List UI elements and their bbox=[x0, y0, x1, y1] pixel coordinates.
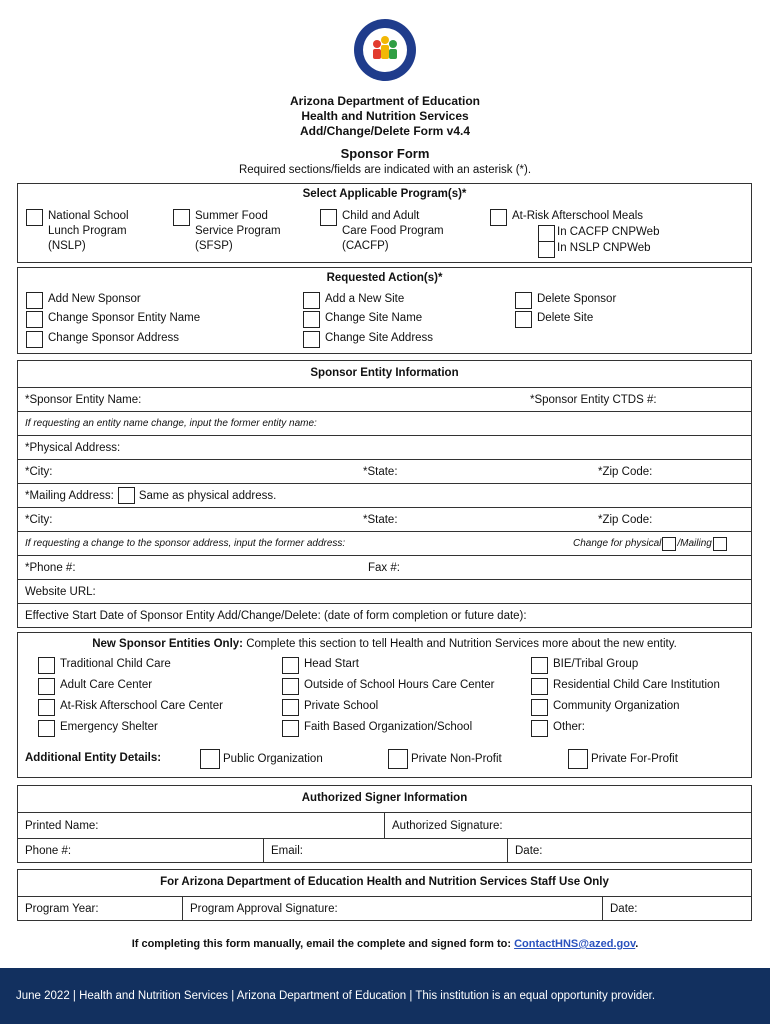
email-instructions bbox=[0, 938, 770, 950]
email-instructions-end: . bbox=[635, 938, 639, 950]
type-private-school[interactable] bbox=[282, 699, 378, 716]
sfsp-label-2: Service Program bbox=[195, 225, 281, 237]
type-faith-based[interactable] bbox=[282, 720, 472, 737]
type-oshcc[interactable] bbox=[282, 678, 494, 695]
sfsp-label-1: Summer Food bbox=[195, 210, 268, 222]
mailing-state-field[interactable]: *State: bbox=[363, 513, 398, 526]
staff-row bbox=[18, 896, 751, 921]
atrisk-label: At-Risk Afterschool Meals bbox=[512, 210, 644, 222]
action-change-entity-name[interactable] bbox=[26, 311, 200, 328]
bie-tribal-label: BIE/Tribal Group bbox=[553, 658, 639, 670]
oshcc-checkbox[interactable] bbox=[282, 678, 299, 695]
atrisk-center-checkbox[interactable] bbox=[38, 699, 55, 716]
type-atrisk-center[interactable] bbox=[38, 699, 223, 716]
type-emergency-shelter[interactable] bbox=[38, 720, 158, 737]
private-nonprofit-label: Private Non-Profit bbox=[411, 753, 502, 765]
change-mailing-checkbox[interactable] bbox=[713, 537, 727, 551]
action-change-sponsor-address[interactable] bbox=[26, 331, 179, 348]
actions-title: Requested Action(s)* bbox=[326, 272, 443, 284]
form-version: Add/Change/Delete Form v4.4 bbox=[299, 124, 471, 138]
approval-signature-field[interactable]: Program Approval Signature: bbox=[190, 903, 338, 915]
physical-address-field[interactable]: *Physical Address: bbox=[25, 441, 121, 454]
signer-date-field[interactable]: Date: bbox=[515, 845, 543, 857]
head-start-label: Head Start bbox=[304, 658, 359, 670]
entity-phone-field[interactable]: *Phone #: bbox=[25, 561, 76, 574]
cacfp-label-3: (CACFP) bbox=[342, 240, 389, 252]
mailing-address-field[interactable] bbox=[18, 484, 276, 507]
delete-site-checkbox[interactable] bbox=[515, 311, 532, 328]
traditional-child-care-checkbox[interactable] bbox=[38, 657, 55, 674]
physical-city-row bbox=[18, 459, 751, 483]
public-org-checkbox[interactable] bbox=[200, 749, 220, 769]
cacfp-label-1: Child and Adult bbox=[342, 210, 420, 222]
change-entity-name-checkbox[interactable] bbox=[26, 311, 43, 328]
faith-based-checkbox[interactable] bbox=[282, 720, 299, 737]
private-nonprofit-checkbox[interactable] bbox=[388, 749, 408, 769]
cacfp-checkbox[interactable] bbox=[320, 209, 337, 226]
add-sponsor-checkbox[interactable] bbox=[26, 292, 43, 309]
head-start-checkbox[interactable] bbox=[282, 657, 299, 674]
other-label: Other: bbox=[553, 721, 585, 733]
programs-title: Select Applicable Program(s)* bbox=[302, 188, 467, 200]
emergency-shelter-label: Emergency Shelter bbox=[60, 721, 158, 733]
in-nslp-checkbox[interactable] bbox=[538, 241, 555, 258]
mailing-city-field[interactable]: *City: bbox=[25, 513, 53, 526]
atrisk-in-cacfp[interactable] bbox=[538, 225, 659, 242]
entity-ctds-field[interactable]: *Sponsor Entity CTDS #: bbox=[530, 393, 657, 406]
staff-title: For Arizona Department of Education Health and Nutrition Services Staff Use Only bbox=[160, 876, 609, 888]
signer-email-field[interactable]: Email: bbox=[271, 845, 303, 857]
program-sfsp[interactable] bbox=[173, 209, 281, 254]
change-site-address-checkbox[interactable] bbox=[303, 331, 320, 348]
program-year-field[interactable]: Program Year: bbox=[25, 903, 99, 915]
add-site-checkbox[interactable] bbox=[303, 292, 320, 309]
private-forprofit-checkbox[interactable] bbox=[568, 749, 588, 769]
division-name: Health and Nutrition Services bbox=[301, 109, 469, 123]
action-change-site-address[interactable] bbox=[303, 331, 433, 348]
required-note: Required sections/fields are indicated with an asterisk (*). bbox=[238, 164, 532, 176]
printed-name-field[interactable]: Printed Name: bbox=[25, 819, 99, 832]
physical-state-field[interactable]: *State: bbox=[363, 465, 398, 478]
entity-name-row bbox=[18, 387, 751, 411]
residential-checkbox[interactable] bbox=[531, 678, 548, 695]
physical-city-field[interactable]: *City: bbox=[25, 465, 53, 478]
oshcc-label: Outside of School Hours Care Center bbox=[304, 679, 495, 691]
change-mailing-label: /Mailing bbox=[677, 538, 712, 549]
delete-sponsor-label: Delete Sponsor bbox=[537, 293, 617, 305]
action-delete-sponsor[interactable] bbox=[515, 292, 616, 309]
footer-bar bbox=[0, 968, 770, 1024]
type-community-org[interactable] bbox=[531, 699, 680, 716]
community-org-checkbox[interactable] bbox=[531, 699, 548, 716]
private-school-checkbox[interactable] bbox=[282, 699, 299, 716]
sfsp-checkbox[interactable] bbox=[173, 209, 190, 226]
change-for-group bbox=[573, 532, 727, 555]
signer-section bbox=[17, 785, 752, 863]
website-field[interactable]: Website URL: bbox=[25, 585, 96, 598]
mailing-address-row bbox=[18, 483, 751, 507]
detail-private-nonprofit[interactable] bbox=[388, 749, 502, 769]
programs-section bbox=[17, 183, 752, 263]
private-school-label: Private School bbox=[304, 700, 379, 712]
other-checkbox[interactable] bbox=[531, 720, 548, 737]
in-cacfp-checkbox[interactable] bbox=[538, 225, 555, 242]
same-as-physical-checkbox[interactable] bbox=[118, 487, 135, 504]
atrisk-checkbox[interactable] bbox=[490, 209, 507, 226]
community-org-label: Community Organization bbox=[553, 700, 680, 712]
delete-site-label: Delete Site bbox=[537, 312, 594, 324]
change-site-name-checkbox[interactable] bbox=[303, 311, 320, 328]
entity-section bbox=[17, 360, 752, 628]
email-instructions-text: If completing this form manually, email the complete and signed form to: bbox=[131, 938, 515, 950]
in-nslp-label: In NSLP CNPWeb bbox=[557, 242, 651, 254]
actions-section bbox=[17, 267, 752, 354]
residential-label: Residential Child Care Institution bbox=[553, 679, 720, 691]
staff-date-field[interactable]: Date: bbox=[610, 903, 638, 915]
atrisk-center-label: At-Risk Afterschool Care Center bbox=[60, 700, 223, 712]
new-entity-title-rest: Complete this section to tell Health and Nutrition Services more about the new entity. bbox=[243, 638, 677, 650]
physical-zip-field[interactable]: *Zip Code: bbox=[598, 465, 653, 478]
program-atrisk[interactable] bbox=[490, 209, 643, 226]
effective-date-row bbox=[18, 603, 751, 628]
type-adult-care-center[interactable] bbox=[38, 678, 152, 695]
mailing-address-label: *Mailing Address: bbox=[25, 489, 114, 502]
new-entity-section bbox=[17, 632, 752, 778]
program-cacfp[interactable] bbox=[320, 209, 444, 254]
private-forprofit-label: Private For-Profit bbox=[591, 753, 678, 765]
ade-seal-logo bbox=[353, 18, 417, 82]
signer-contact-row bbox=[18, 838, 751, 863]
emergency-shelter-checkbox[interactable] bbox=[38, 720, 55, 737]
type-residential[interactable] bbox=[531, 678, 720, 695]
cacfp-label-2: Care Food Program bbox=[342, 225, 444, 237]
action-delete-site[interactable] bbox=[515, 311, 593, 328]
entity-name-field[interactable]: *Sponsor Entity Name: bbox=[25, 393, 142, 406]
change-for-label: Change for physical bbox=[573, 538, 662, 549]
footer-text: June 2022 | Health and Nutrition Services | Arizona Department of Education | This institution is an equal opportunity provider. bbox=[16, 990, 656, 1002]
same-as-physical-label: Same as physical address. bbox=[138, 489, 277, 502]
adult-care-center-checkbox[interactable] bbox=[38, 678, 55, 695]
detail-public-org[interactable] bbox=[200, 749, 323, 769]
add-site-label: Add a New Site bbox=[325, 293, 405, 305]
entity-title: Sponsor Entity Information bbox=[310, 367, 459, 379]
detail-private-forprofit[interactable] bbox=[568, 749, 678, 769]
public-org-label: Public Organization bbox=[223, 753, 323, 765]
signer-title: Authorized Signer Information bbox=[301, 792, 468, 804]
new-entity-title-bold: New Sponsor Entities Only: bbox=[92, 638, 243, 650]
new-entity-title bbox=[18, 638, 751, 650]
signature-field[interactable]: Authorized Signature: bbox=[392, 819, 503, 832]
action-add-site[interactable] bbox=[303, 292, 404, 309]
change-physical-checkbox[interactable] bbox=[662, 537, 676, 551]
in-cacfp-label: In CACFP CNPWeb bbox=[557, 226, 660, 238]
type-traditional-child-care[interactable] bbox=[38, 657, 171, 674]
signer-phone-field[interactable]: Phone #: bbox=[25, 845, 72, 857]
website-row bbox=[18, 579, 751, 603]
sfsp-label-3: (SFSP) bbox=[195, 240, 233, 252]
type-other[interactable] bbox=[531, 720, 585, 737]
nslp-label-2: Lunch Program bbox=[48, 225, 127, 237]
type-head-start[interactable] bbox=[282, 657, 359, 674]
atrisk-in-nslp[interactable] bbox=[538, 241, 651, 258]
change-sponsor-address-checkbox[interactable] bbox=[26, 331, 43, 348]
faith-based-label: Faith Based Organization/School bbox=[304, 721, 473, 733]
former-address-row bbox=[18, 531, 751, 555]
nslp-checkbox[interactable] bbox=[26, 209, 43, 226]
adult-care-center-label: Adult Care Center bbox=[60, 679, 153, 691]
action-change-site-name[interactable] bbox=[303, 311, 422, 328]
agency-name: Arizona Department of Education bbox=[289, 94, 480, 108]
change-site-address-label: Change Site Address bbox=[325, 332, 434, 344]
add-sponsor-label: Add New Sponsor bbox=[48, 293, 141, 305]
agency-header bbox=[0, 94, 770, 139]
delete-sponsor-checkbox[interactable] bbox=[515, 292, 532, 309]
phone-fax-row bbox=[18, 555, 751, 579]
nslp-label-1: National School bbox=[48, 210, 129, 222]
traditional-child-care-label: Traditional Child Care bbox=[60, 658, 171, 670]
contact-email-link[interactable]: ContactHNS@azed.gov bbox=[514, 938, 636, 950]
change-entity-name-label: Change Sponsor Entity Name bbox=[48, 312, 201, 324]
change-site-name-label: Change Site Name bbox=[325, 312, 423, 324]
former-name-row bbox=[18, 411, 751, 435]
physical-address-row bbox=[18, 435, 751, 459]
bie-tribal-checkbox[interactable] bbox=[531, 657, 548, 674]
mailing-zip-field[interactable]: *Zip Code: bbox=[598, 513, 653, 526]
page-title: Sponsor Form bbox=[340, 146, 430, 161]
former-address-field[interactable]: If requesting a change to the sponsor address, input the former address: bbox=[25, 538, 346, 549]
former-name-field[interactable]: If requesting an entity name change, input the former entity name: bbox=[25, 418, 317, 429]
change-sponsor-address-label: Change Sponsor Address bbox=[48, 332, 180, 344]
staff-section bbox=[17, 869, 752, 921]
program-nslp[interactable] bbox=[26, 209, 129, 254]
nslp-label-3: (NSLP) bbox=[48, 240, 86, 252]
type-bie-tribal[interactable] bbox=[531, 657, 638, 674]
signer-name-row bbox=[18, 812, 751, 838]
entity-fax-field[interactable]: Fax #: bbox=[368, 561, 400, 574]
action-add-sponsor[interactable] bbox=[26, 292, 141, 309]
mailing-city-row bbox=[18, 507, 751, 531]
effective-date-field[interactable]: Effective Start Date of Sponsor Entity Add/Change/Delete: (date of form completion or future date): bbox=[25, 610, 527, 622]
additional-details-label: Additional Entity Details: bbox=[25, 752, 162, 764]
